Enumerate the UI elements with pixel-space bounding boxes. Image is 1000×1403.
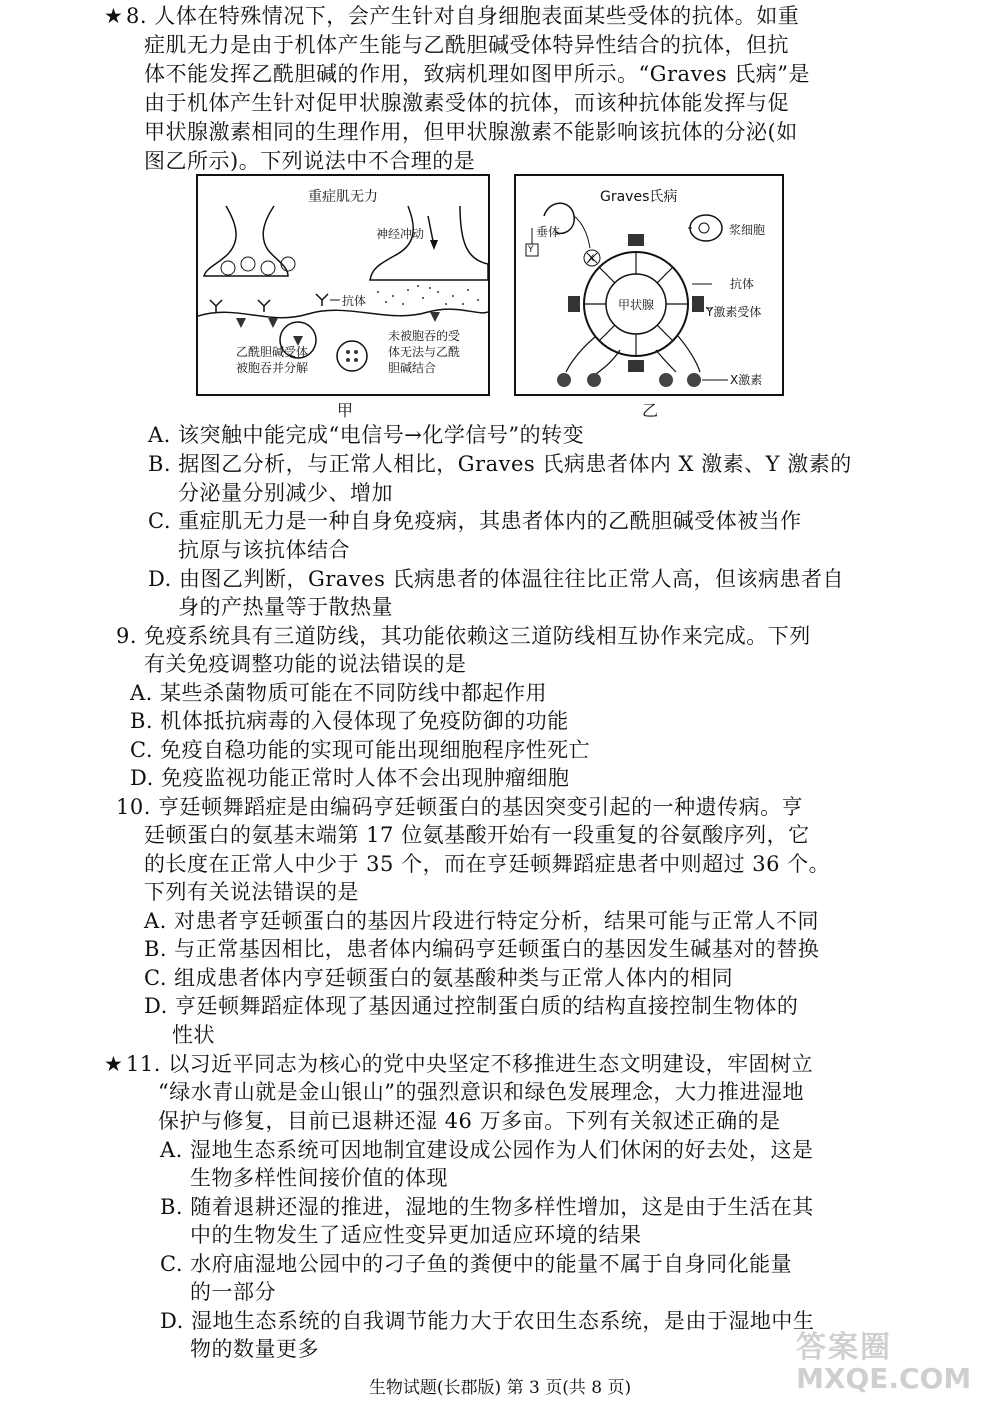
q10-option: 性状 — [172, 1023, 215, 1047]
page-footer: 生物试题(长郡版) 第 3 页(共 8 页) — [368, 1378, 632, 1398]
figure-title: 重症肌无力 — [308, 189, 378, 205]
watermark-logo — [796, 1322, 986, 1395]
q8-line: 症肌无力是由于机体产生能与乙酰胆碱受体特异性结合的抗体，但抗 — [144, 33, 789, 57]
q8-option: D. 由图乙判断，Graves 氏病患者的体温往往比正常人高，但该病患者自 — [148, 567, 845, 591]
q8-option: 抗原与该抗体结合 — [178, 538, 350, 562]
q11-line: “绿水青山就是金山银山”的强烈意识和绿色发展理念，大力推进湿地 — [158, 1080, 804, 1104]
label-x-hormone: X激素 — [730, 373, 763, 387]
figure-caption: 乙 — [642, 401, 659, 420]
q10-option: B. 与正常基因相比，患者体内编码亨廷顿蛋白的基因发生碱基对的替换 — [144, 937, 820, 961]
q10-option: A. 对患者亨廷顿蛋白的基因片段进行特定分析，结果可能与正常人不同 — [144, 909, 820, 933]
star-mark: ★ — [104, 1052, 123, 1076]
q8-line: 图乙所示)。下列说法中不合理的是 — [144, 149, 476, 173]
q8-option: B. 据图乙分析，与正常人相比，Graves 氏病患者体内 X 激素、Y 激素的 — [148, 452, 852, 476]
label-x-mark: X — [588, 254, 595, 264]
q8-line: 甲状腺激素相同的生理作用，但甲状腺激素不能影响该抗体的分泌(如 — [144, 120, 798, 144]
figure-graves — [514, 174, 784, 396]
label-plasma-cell: 浆细胞 — [729, 223, 766, 237]
figure-caption: 甲 — [337, 401, 354, 420]
q8-option: 分泌量分别减少、增加 — [178, 481, 393, 505]
q10-line: 廷顿蛋白的氨基末端第 17 位氨基酸开始有一段重复的谷氨酸序列，它 — [144, 823, 810, 847]
q8-line: 由于机体产生针对促甲状腺激素受体的抗体，而该种抗体能发挥与促 — [144, 91, 789, 115]
q11-option: A. 湿地生态系统可因地制宜建设成公园作为人们休闲的好去处，这是 — [160, 1138, 814, 1162]
q10-line: 的长度在正常人中少于 35 个，而在亨廷顿舞蹈症患者中则超过 36 个。 — [144, 852, 831, 876]
q11-option: 生物多样性间接价值的体现 — [190, 1166, 448, 1190]
q10-line: 10. 亨廷顿舞蹈症是由编码亨廷顿蛋白的基因突变引起的一种遗传病。亨 — [116, 795, 804, 819]
q9-line: 有关免疫调整功能的说法错误的是 — [144, 652, 467, 676]
q10-option: C. 组成患者体内亨廷顿蛋白的氨基酸种类与正常人体内的相同 — [144, 966, 734, 990]
q8-line: 8. 人体在特殊情况下，会产生针对自身细胞表面某些受体的抗体。如重 — [126, 4, 800, 28]
q9-option: D. 免疫监视功能正常时人体不会出现肿瘤细胞 — [130, 766, 570, 790]
label-unbound-receptor: 未被胞吞的受 — [388, 329, 461, 343]
q8-line: 体不能发挥乙酰胆碱的作用，致病机理如图甲所示。“Graves 氏病”是 — [144, 62, 811, 86]
q11-option: C. 水府庙湿地公园中的刁子鱼的粪便中的能量不属于自身同化能量 — [160, 1252, 793, 1276]
label-unbound-receptor: 体无法与乙酰 — [388, 345, 461, 359]
label-antibody: 抗体 — [730, 277, 755, 291]
q8-option: C. 重症肌无力是一种自身免疫病，其患者体内的乙酰胆碱受体被当作 — [148, 509, 802, 533]
watermark-url: MXQE.COM — [796, 1362, 972, 1395]
label-receptor: 被胞吞并分解 — [236, 361, 309, 375]
q9-option: B. 机体抵抗病毒的入侵体现了免疫防御的功能 — [130, 709, 569, 733]
watermark-text: 答案圈 — [796, 1330, 892, 1365]
figure-myasthenia — [196, 174, 490, 396]
label-receptor: 乙酰胆碱受体 — [236, 345, 309, 359]
q11-line: 11. 以习近平同志为核心的党中央坚定不移推进生态文明建设，牢固树立 — [126, 1052, 814, 1076]
q9-line: 9. 免疫系统具有三道防线，其功能依赖这三道防线相互协作来完成。下列 — [116, 624, 811, 648]
q8-option: A. 该突触中能完成“电信号→化学信号”的转变 — [148, 423, 585, 447]
figure-title: Graves氏病 — [600, 189, 678, 205]
star-mark: ★ — [104, 4, 123, 28]
label-thyroid: 甲状腺 — [618, 298, 655, 312]
q9-option: C. 免疫自稳功能的实现可能出现细胞程序性死亡 — [130, 738, 591, 762]
q8-option: 身的产热量等于散热量 — [178, 595, 393, 619]
q11-option: B. 随着退耕还湿的推进，湿地的生物多样性增加，这是由于生活在其 — [160, 1195, 814, 1219]
label-antibody: 抗体 — [342, 294, 367, 308]
label-nerve-impulse: 神经冲动 — [376, 227, 425, 241]
q10-option: D. 亨廷顿舞蹈症体现了基因通过控制蛋白质的结构直接控制生物体的 — [144, 994, 799, 1018]
q9-option: A. 某些杀菌物质可能在不同防线中都起作用 — [130, 681, 548, 705]
label-y-receptor: Y激素受体 — [706, 305, 762, 319]
label-unbound-receptor: 胆碱结合 — [388, 361, 437, 375]
q11-option: 物的数量更多 — [190, 1337, 319, 1361]
label-y-mark: Y — [528, 245, 534, 255]
q10-line: 下列有关说法错误的是 — [144, 880, 359, 904]
q11-option: 中的生物发生了适应性变异更加适应环境的结果 — [190, 1223, 642, 1247]
label-pituitary: 垂体 — [536, 225, 561, 239]
q11-line: 保护与修复，目前已退耕还湿 46 万多亩。下列有关叙述正确的是 — [158, 1109, 781, 1133]
q11-option: 的一部分 — [190, 1280, 276, 1304]
q11-option: D. 湿地生态系统的自我调节能力大于农田生态系统，是由于湿地中生 — [160, 1309, 815, 1333]
